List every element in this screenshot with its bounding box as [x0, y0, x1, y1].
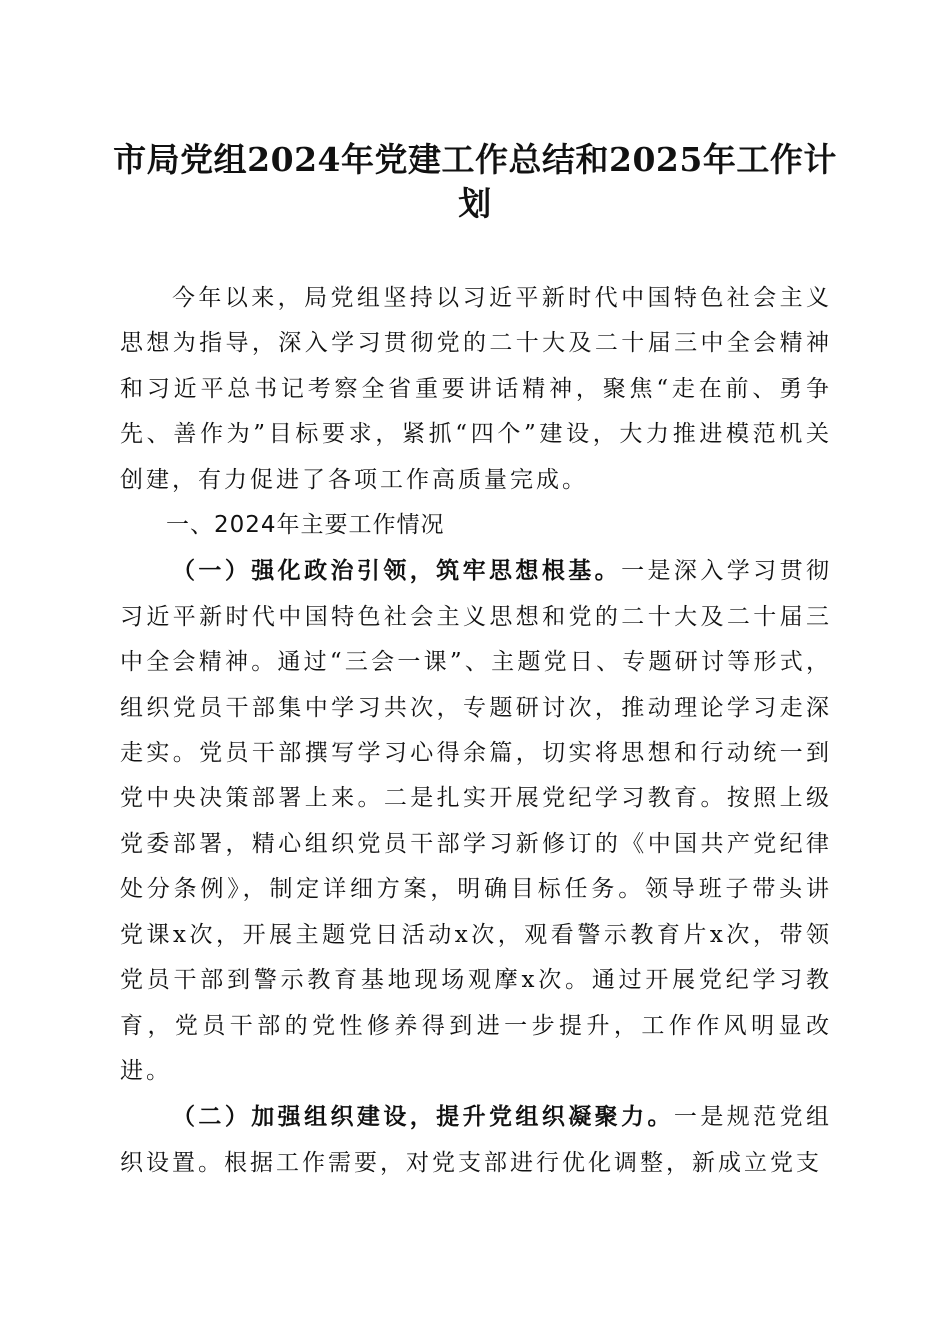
section-heading: 一、2024年主要工作情况	[166, 512, 445, 539]
subsection-1-paragraph	[120, 548, 832, 1094]
document-body	[120, 276, 832, 1186]
subsection-1-text: 一是深入学习贯彻习近平新时代中国特色社会主义思想和党的二十大及二十届三中全会精神。通过“三会一课”、主题党日、专题研讨等形式，组织党员干部集中学习共次，专题研讨次，推动理论学习走深走实。党员干部撰写学习心得余篇，切实将思想和行动统一到党中央决策部署上来。二是扎实开展党纪学习教育。按照上级党委部署，精心组织党员干部学习新修订的《中国共产党纪律处分条例》，制定详细方案，明确目标任务。领导班子带头讲党课x次，开展主题党日活动x次，观看警示教育片x次，带领党员干部到警示教育基地现场观摩x次。通过开展党纪学习教育，党员干部的党性修养得到进一步提升，工作作风明显改进。	[120, 558, 833, 1084]
intro-paragraph: 今年以来，局党组坚持以习近平新时代中国特色社会主义思想为指导，深入学习贯彻党的二十大及二十届三中全会精神和习近平总书记考察全省重要讲话精神，聚焦“走在前、勇争先、善作为”目标要求，紧抓“四个”建设，大力推进模范机关创建，有力促进了各项工作高质量完成。	[120, 285, 832, 493]
subsection-2-text: 一是规范党组织设置。根据工作需要，对党支部进行优化调整，新成立党支	[120, 1104, 833, 1176]
document-title: 市局党组2024年党建工作总结和2025年工作计划	[113, 140, 837, 223]
subsection-2-paragraph	[120, 1094, 832, 1186]
subsection-1-heading: （一）强化政治引领，筑牢思想根基。	[172, 557, 622, 585]
subsection-2-heading: （二）加强组织建设，提升党组织凝聚力。	[172, 1103, 674, 1131]
